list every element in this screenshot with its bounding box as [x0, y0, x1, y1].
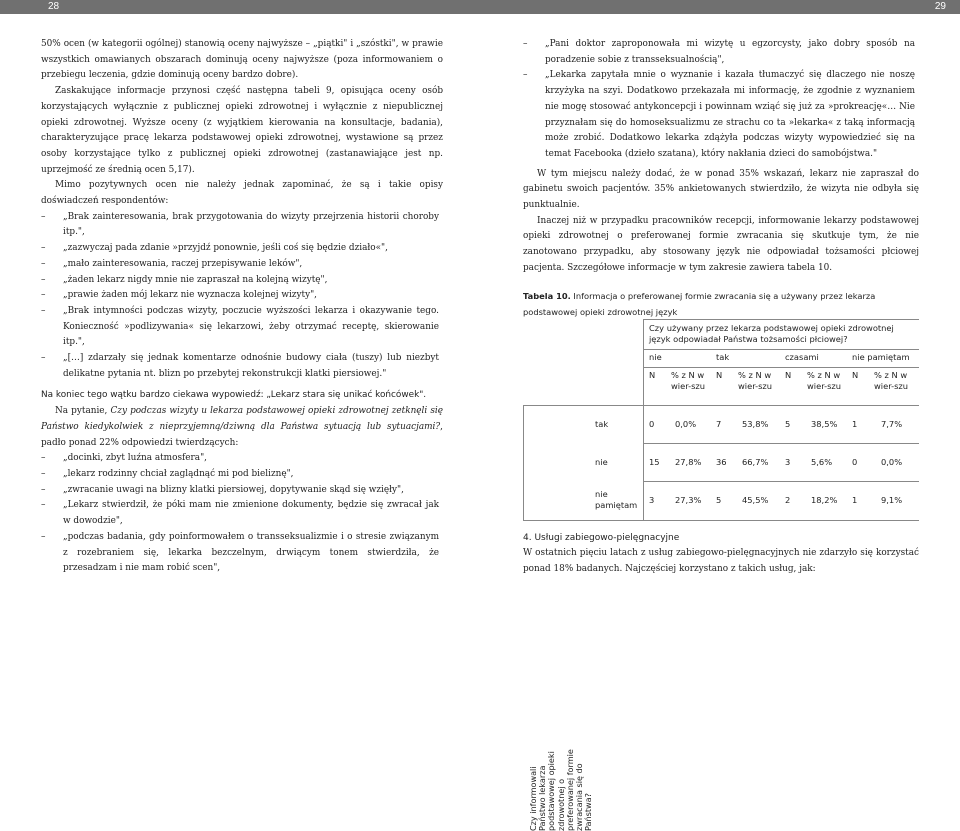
section-heading: 4. Usługi zabiegowo-pielęgnacyjne [523, 533, 680, 543]
table-cell: 7 [716, 419, 722, 429]
table-cell: 1 [852, 495, 858, 505]
table-cell: 2 [785, 495, 791, 505]
sub-header-n: N [716, 370, 723, 380]
answer-header: nie [649, 352, 662, 362]
table-cell: 5,6% [811, 457, 833, 467]
paragraph: 50% ocen (w kategorii ogólnej) stanowią oceny najwyższe – „piątki" i „szóstki", w prawie wszystkich omawianych obszarach dominują oceny najwyższe (poza informowaniem o przebiegu leczenia, gdzie dominują oceny bardzo dobre). [41, 39, 443, 81]
answer-header: czasami [785, 352, 819, 362]
table-cell: 3 [649, 495, 655, 505]
page-number-left: 28 [48, 1, 60, 12]
table-cell: 7,7% [881, 419, 903, 429]
quote-item: – „mało zainteresowania, raczej przepisywanie leków", [41, 258, 303, 269]
table-question-header: Czy używany przez lekarza podstawowej opieki zdrowotnej język odpowiadał Państwa tożsamości płciowej? [649, 323, 894, 344]
row-group-header: Czy informowali Państwo lekarza podstawowej opieki zdrowotnej o preferowanej formie zwracania się do Państwa? [528, 749, 594, 831]
left-column [41, 37, 443, 577]
table-cell: 0 [649, 419, 655, 429]
sub-header-n: N [649, 370, 656, 380]
table-cell: 5 [716, 495, 722, 505]
paragraph: Mimo pozytywnych ocen nie należy jednak zapominać, że są i takie opisy doświadczeń respondentów: [41, 180, 443, 207]
quote-item: – „docinki, zbyt luźna atmosfera", [41, 453, 207, 464]
table-cell: 27,8% [675, 457, 702, 467]
table-cell: 0,0% [881, 457, 903, 467]
paragraph: Zaskakujące informacje przynosi część następna tabeli 9, opisująca oceny osób korzystających wyłącznie z publicznej opieki zdrowotnej i wyłącznie z niepublicznej opieki zdrowotnej. Wyższe oceny (z wyjątkiem kierowania na konsultacje, badania), charakteryzujące pracę lekarza podstawowej opieki zdrowotnej, wystawione są przez osoby korzystające tylko z publicznej opieki zdrowotnej (zastanawiające jest np. uprzejmość ze średnią ocen 5,17). [41, 86, 443, 175]
sub-header-n: N [785, 370, 792, 380]
right-column [523, 37, 919, 277]
table-cell: 66,7% [742, 457, 769, 467]
table-cell: 3 [785, 457, 791, 467]
table-caption: Tabela 10. Informacja o preferowanej formie zwracania się a używany przez lekarza podstawowej opieki zdrowotnej język [523, 291, 876, 317]
page-number-right: 29 [934, 1, 946, 12]
sub-header-pct: % z N w wier-szu [874, 370, 909, 391]
table-cell: 45,5% [742, 495, 769, 505]
table-cell: 0,0% [675, 419, 697, 429]
sub-header-pct: % z N w wier-szu [807, 370, 842, 391]
table-cell: 53,8% [742, 419, 769, 429]
table-cell: 36 [716, 457, 727, 467]
quote-item: – „podczas badania, gdy poinformowałem o transseksualizmie i o stresie związanym z rozebraniem się, lekarka bezczelnym, drwiącym tonem stwierdziła, że przesadzam i nie mam robić scen", [41, 531, 439, 574]
paragraph: W tym miejscu należy dodać, że w ponad 35% wskazań, lekarz nie zapraszał do gabinetu swoich pacjentów. 35% ankietowanych stwierdziło, że wizyta nie odbyła się punktualnie. [523, 168, 919, 211]
paragraph: Inaczej niż w przypadku pracowników recepcji, informowanie lekarzy podstawowej opieki zdrowotnej o preferowanej formie zwracania się skutkuje tym, że nie zanotowano przypadku, aby stosowany język nie odpowiadał tożsamości płciowej pacjenta. Szczegółowe informacje w tym zakresie zawiera tabela 10. [523, 215, 919, 273]
paragraph: Na koniec tego wątku bardzo ciekawa wypowiedź: „Lekarz stara się unikać końcówek". [41, 390, 427, 401]
row-label: tak [595, 419, 609, 429]
quote-item: – „Lekarka zapytała mnie o wyznanie i kazała tłumaczyć się dlaczego nie noszę krzyżyka na szyi. Dodatkowo przekazała mi informację, że zgodnie z wyznaniem nie mogę stosować antykoncepcji i powinnam wziąć się już za »prokreację«… Nie przyznałam się do homoseksualizmu ze strachu co ta »lekarka« z taką informacją może zrobić. Dodatkowo lekarka zdążyła podczas wizyty wypowiedzieć się na temat Facebooka (dzieło szatana), który nakłania dzieci do samobójstwa." [523, 70, 915, 159]
quote-item: – „lekarz rodzinny chciał zaglądnąć mi pod bieliznę", [41, 468, 294, 479]
quote-item: – „żaden lekarz nigdy mnie nie zapraszał na kolejną wizytę", [41, 274, 328, 285]
table-cell: 0 [852, 457, 858, 467]
row-label: nie [595, 457, 608, 467]
table-cell: 38,5% [811, 419, 838, 429]
quote-list [41, 210, 443, 383]
answer-header: nie pamiętam [852, 352, 910, 362]
quote-item: – „[…] zdarzały się jednak komentarze odnośnie budowy ciała (tuszy) lub niezbyt delikatne pytania nt. blizn po przebytej rekonstrukcji klatki piersiowej." [41, 353, 439, 379]
quote-item: – „prawie żaden mój lekarz nie wyznacza kolejnej wizyty", [41, 290, 317, 301]
row-label: nie pamiętam [595, 489, 638, 510]
sub-header-pct: % z N w wier-szu [671, 370, 706, 391]
table-cell: 18,2% [811, 495, 838, 505]
quote-item: – „Pani doktor zaproponowała mi wizytę u egzorcysty, jako dobry sposób na poradzenie sobie z transseksualnością", [523, 39, 915, 65]
table-cell: 27,3% [675, 495, 702, 505]
quote-item: – „Brak zainteresowania, brak przygotowania do wizyty przejrzenia historii choroby itp.", [41, 211, 439, 238]
quote-item: – „Lekarz stwierdził, że póki mam nie zmienione dokumenty, będzie się zwracał jak w dowodzie", [41, 500, 439, 527]
answer-header: tak [716, 352, 730, 362]
table-cell: 9,1% [881, 495, 903, 505]
sub-header-n: N [852, 370, 859, 380]
sub-header-pct: % z N w wier-szu [738, 370, 773, 391]
quote-item: – „zwracanie uwagi na blizny klatki piersiowej, dopytywanie skąd się wzięły", [41, 484, 404, 495]
paragraph: W ostatnich pięciu latach z usług zabiegowo-pielęgnacyjnych nie zdarzyło się korzystać ponad 18% badanych. Najczęściej korzystano z takich usług, jak: [523, 548, 919, 574]
quote-list [41, 451, 443, 577]
table-cell: 5 [785, 419, 791, 429]
paragraph: Na pytanie, Czy podczas wizyty u lekarza podstawowej opieki zdrowotnej zetknęli się Państwo kiedykolwiek z nieprzyjemną/dziwną dla Państwa sytuacją lub sytuacjami?, padło ponad 22% odpowiedzi twierdzących: [41, 406, 444, 448]
table-cell: 15 [649, 457, 660, 467]
table-cell: 1 [852, 419, 858, 429]
quote-item: – „zazwyczaj pada zdanie »przyjdź ponownie, jeśli coś się będzie działo«", [41, 243, 388, 254]
quote-item: – „Brak intymności podczas wizyty, poczucie wyższości lekarza i okazywanie tego. Konieczność »podlizywania« się lekarzowi, żeby otrzymać receptę, skierowanie itp.", [41, 305, 439, 348]
page-header-bar [0, 0, 960, 14]
quote-list [523, 37, 919, 163]
